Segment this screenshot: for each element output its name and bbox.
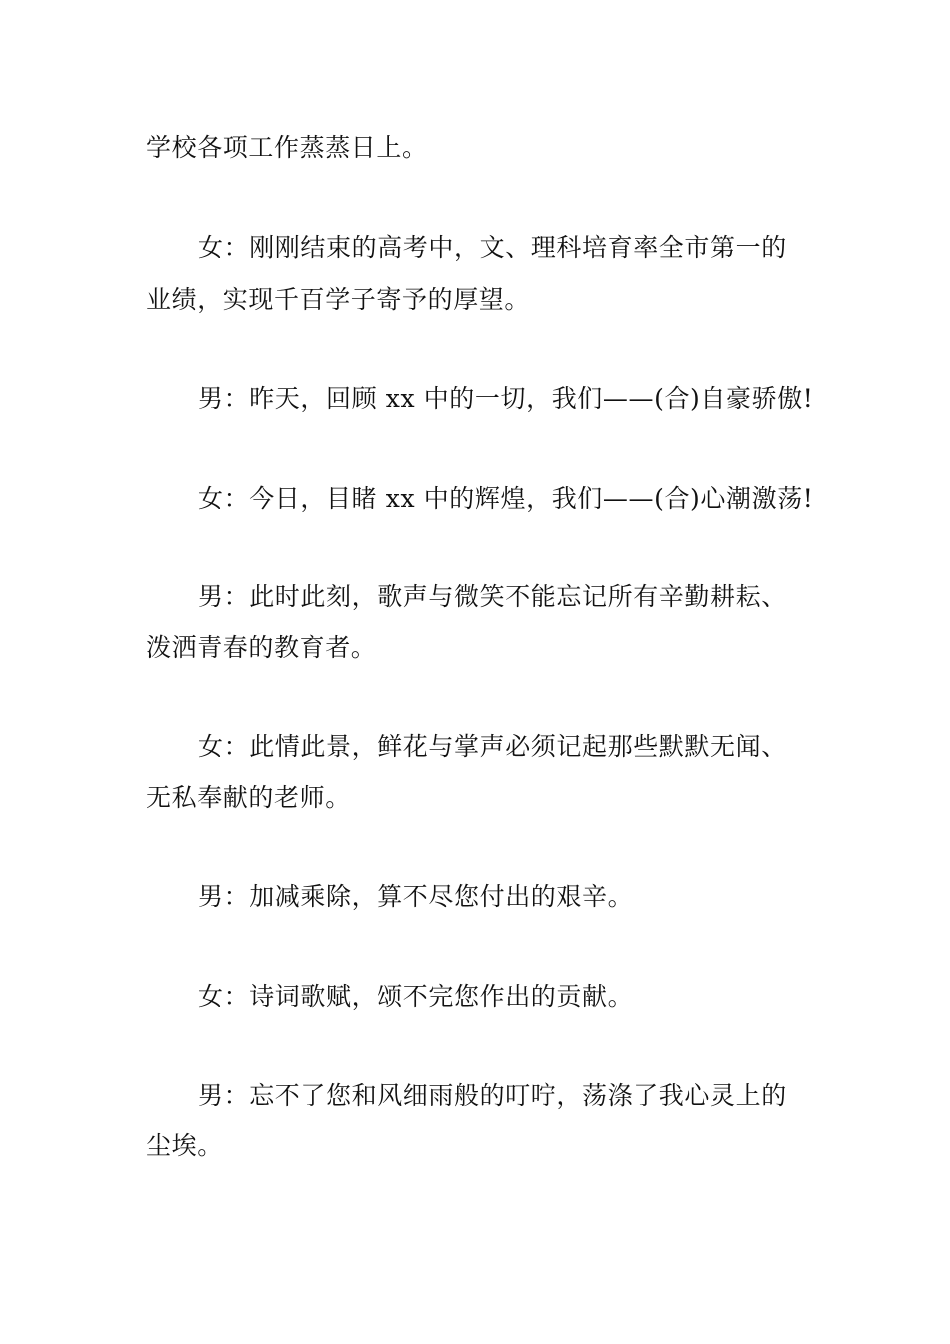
paragraph-line: 男：加减乘除，算不尽您付出的艰辛。 — [198, 882, 634, 911]
paragraph-line: 女：今日，目睹 xx 中的辉煌，我们——(合)心潮激荡! — [198, 484, 814, 513]
paragraph-line: 泼洒青春的教育者。 — [146, 633, 377, 662]
paragraph-line: 尘埃。 — [146, 1131, 223, 1160]
paragraph-line: 男：此时此刻，歌声与微笑不能忘记所有辛勤耕耘、 — [198, 582, 787, 611]
paragraph-line: 学校各项工作蒸蒸日上。 — [146, 133, 428, 162]
paragraph-line: 无私奉献的老师。 — [146, 783, 351, 812]
paragraph-line: 男：忘不了您和风细雨般的叮咛，荡涤了我心灵上的 — [198, 1081, 787, 1110]
paragraph-line: 女：诗词歌赋，颂不完您作出的贡献。 — [198, 982, 634, 1011]
paragraph-line: 女：刚刚结束的高考中，文、理科培育率全市第一的 — [198, 233, 787, 262]
paragraph-line: 男：昨天，回顾 xx 中的一切，我们——(合)自豪骄傲! — [198, 384, 814, 413]
paragraph-line: 业绩，实现千百学子寄予的厚望。 — [146, 285, 531, 314]
paragraph-line: 女：此情此景，鲜花与掌声必须记起那些默默无闻、 — [198, 732, 787, 761]
